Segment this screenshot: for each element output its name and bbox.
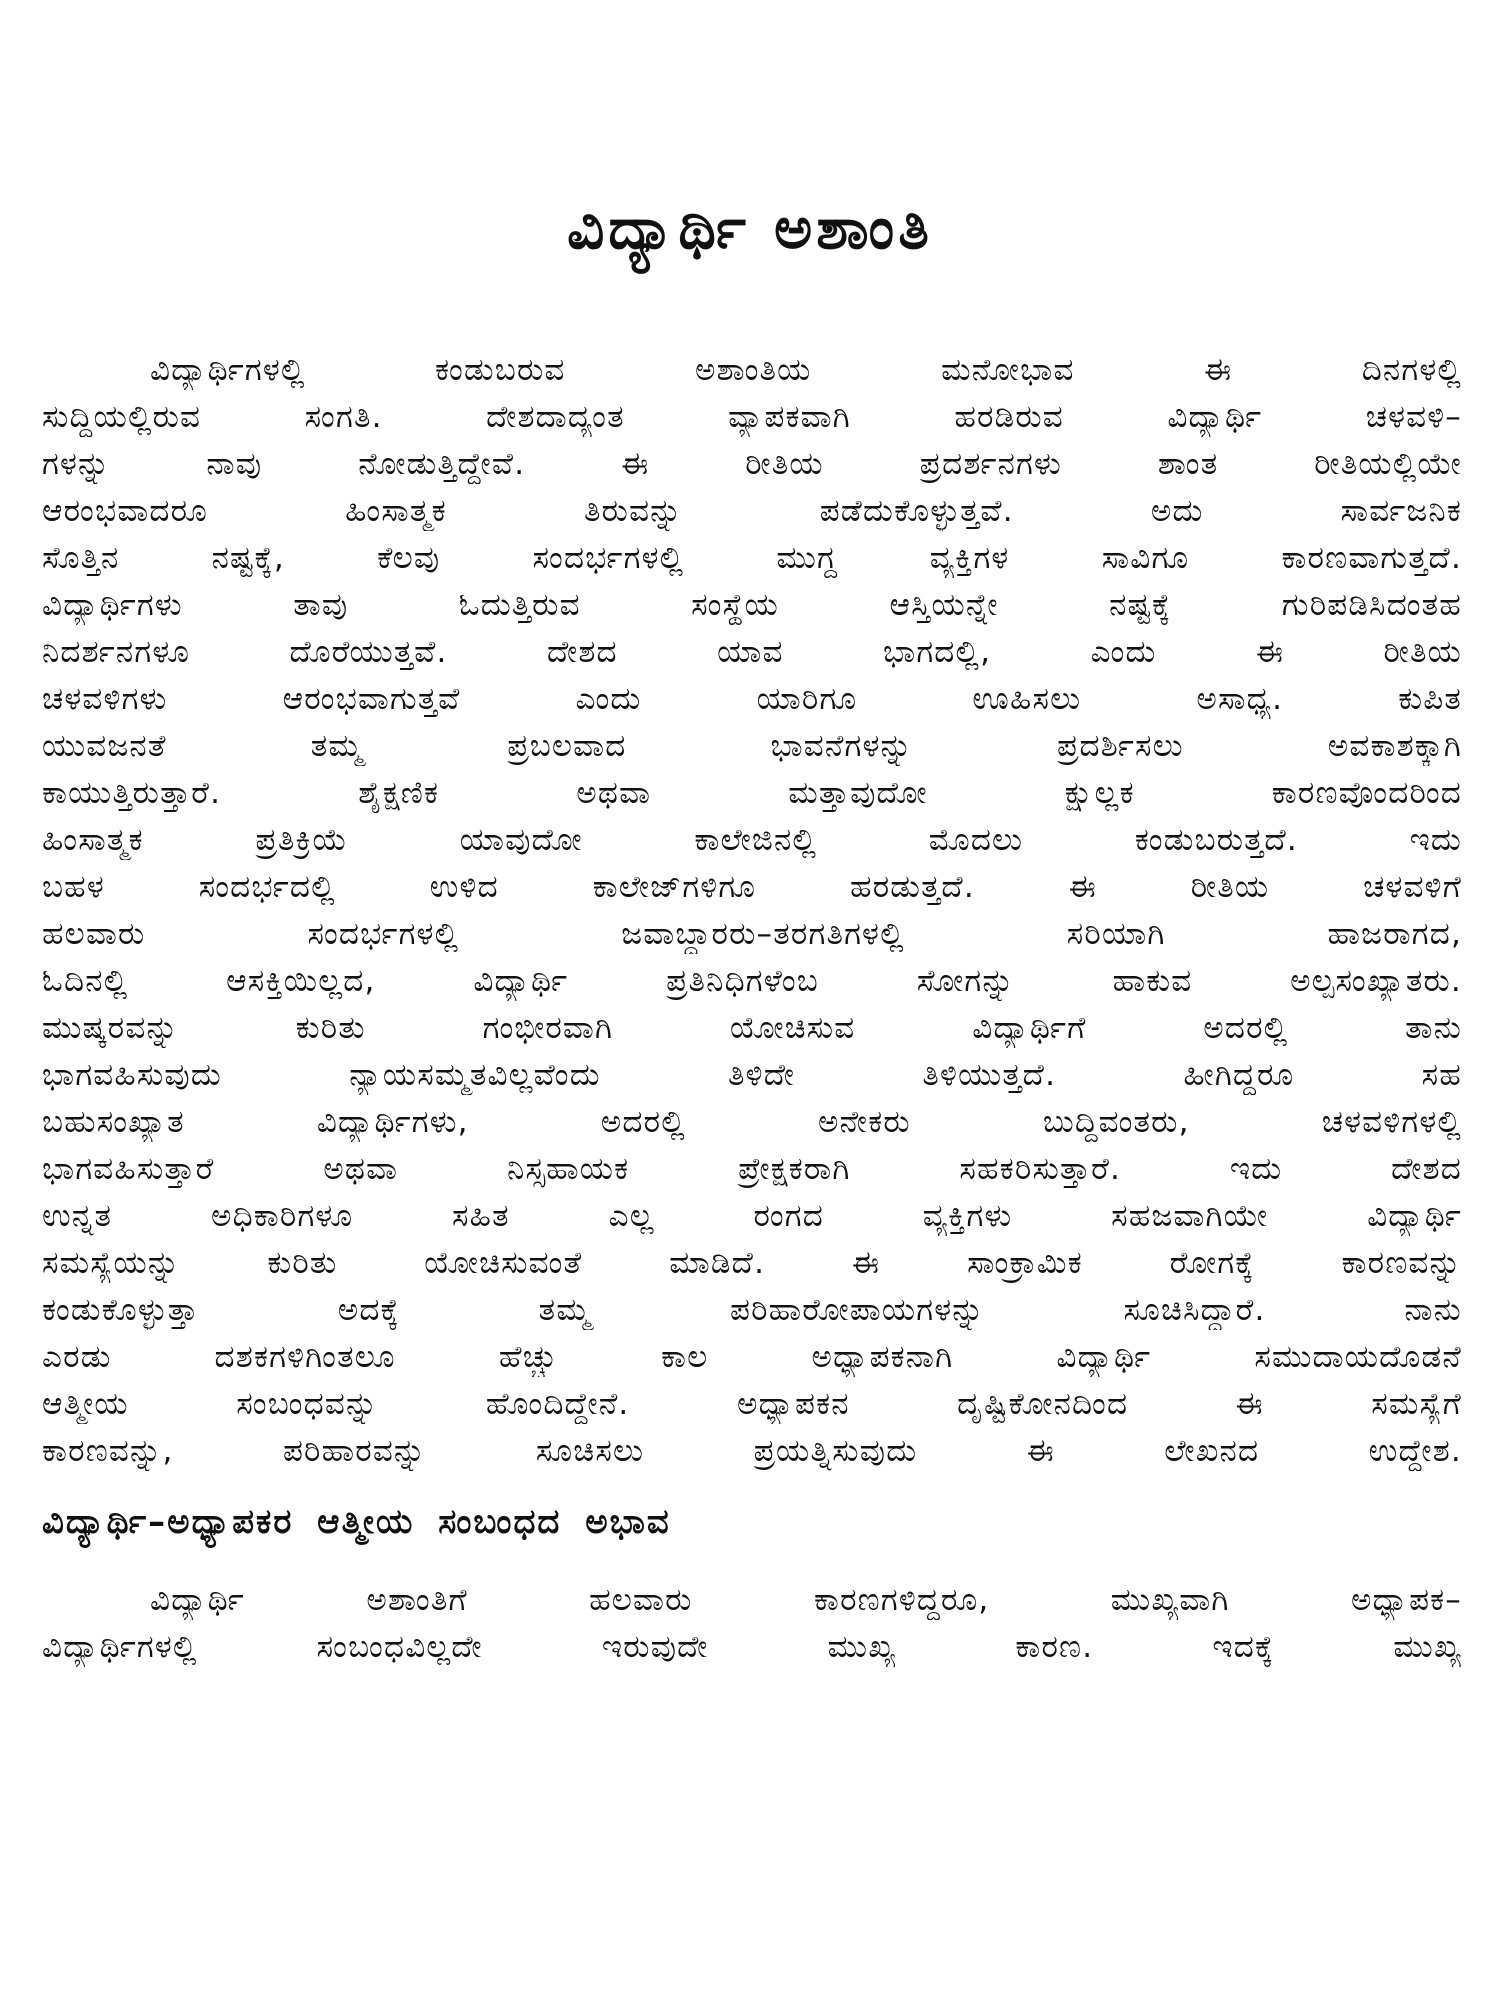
text-line: ವಿದ್ಯಾರ್ಥಿಗಳಲ್ಲಿ ಸಂಬಂಧವಿಲ್ಲದೇ ಇರುವುದೇ ಮುಖ್ಯ ಕಾರಣ. ಇದಕ್ಕೆ ಮುಖ್ಯ bbox=[42, 1629, 1462, 1665]
text-line: ಸೊತ್ತಿನ ನಷ್ಟಕ್ಕೆ, ಕೆಲವು ಸಂದರ್ಭಗಳಲ್ಲಿ ಮುಗ್ಧ ವ್ಯಕ್ತಿಗಳ ಸಾವಿಗೂ ಕಾರಣವಾಗುತ್ತದೆ. bbox=[42, 540, 1462, 576]
text-line: ಬಹುಸಂಖ್ಯಾತ ವಿದ್ಯಾರ್ಥಿಗಳು, ಅದರಲ್ಲಿ ಅನೇಕರು ಬುದ್ಧಿವಂತರು, ಚಳವಳಿಗಳಲ್ಲಿ bbox=[42, 1104, 1462, 1140]
text-line: ಭಾಗವಹಿಸುತ್ತಾರೆ ಅಥವಾ ನಿಸ್ಸಹಾಯಕ ಪ್ರೇಕ್ಷಕರಾಗಿ ಸಹಕರಿಸುತ್ತಾರೆ. ಇದು ದೇಶದ bbox=[42, 1151, 1462, 1187]
text-line: ಆತ್ಮೀಯ ಸಂಬಂಧವನ್ನು ಹೊಂದಿದ್ದೇನೆ. ಅಧ್ಯಾಪಕನ ದೃಷ್ಟಿಕೋನದಿಂದ ಈ ಸಮಸ್ಯೆಗೆ bbox=[42, 1386, 1462, 1422]
page-title: ವಿದ್ಯಾರ್ಥಿ ಅಶಾಂತಿ bbox=[567, 194, 933, 262]
text-line: ಹಿಂಸಾತ್ಮಕ ಪ್ರತಿಕ್ರಿಯೆ ಯಾವುದೋ ಕಾಲೇಜಿನಲ್ಲಿ ಮೊದಲು ಕಂಡುಬರುತ್ತದೆ. ಇದು bbox=[42, 822, 1462, 858]
text-line: ಗಳನ್ನು ನಾವು ನೋಡುತ್ತಿದ್ದೇವೆ. ಈ ರೀತಿಯ ಪ್ರದರ್ಶನಗಳು ಶಾಂತ ರೀತಿಯಲ್ಲಿಯೇ bbox=[42, 446, 1462, 482]
text-line: ಉನ್ನತ ಅಧಿಕಾರಿಗಳೂ ಸಹಿತ ಎಲ್ಲ ರಂಗದ ವ್ಯಕ್ತಿಗಳು ಸಹಜವಾಗಿಯೇ ವಿದ್ಯಾರ್ಥಿ bbox=[42, 1198, 1462, 1234]
text-line: ಓದಿನಲ್ಲಿ ಆಸಕ್ತಿಯಿಲ್ಲದ, ವಿದ್ಯಾರ್ಥಿ ಪ್ರತಿನಿಧಿಗಳೆಂಬ ಸೋಗನ್ನು ಹಾಕುವ ಅಲ್ಪಸಂಖ್ಯಾತರು. bbox=[42, 963, 1462, 999]
text-line: ವಿದ್ಯಾರ್ಥಿಗಳಲ್ಲಿ ಕಂಡುಬರುವ ಅಶಾಂತಿಯ ಮನೋಭಾವ ಈ ದಿನಗಳಲ್ಲಿ bbox=[150, 352, 1462, 388]
text-line: ವಿದ್ಯಾರ್ಥಿಗಳು ತಾವು ಓದುತ್ತಿರುವ ಸಂಸ್ಥೆಯ ಆಸ್ತಿಯನ್ನೇ ನಷ್ಟಕ್ಕೆ ಗುರಿಪಡಿಸಿದಂತಹ bbox=[42, 587, 1462, 623]
text-line: ಆರಂಭವಾದರೂ ಹಿಂಸಾತ್ಮಕ ತಿರುವನ್ನು ಪಡೆದುಕೊಳ್ಳುತ್ತವೆ. ಅದು ಸಾರ್ವಜನಿಕ bbox=[42, 493, 1462, 529]
section-heading: ವಿದ್ಯಾರ್ಥಿ–ಅಧ್ಯಾಪಕರ ಆತ್ಮೀಯ ಸಂಬಂಧದ ಅಭಾವ bbox=[42, 1502, 671, 1542]
text-line: ಮುಷ್ಕರವನ್ನು ಕುರಿತು ಗಂಭೀರವಾಗಿ ಯೋಚಿಸುವ ವಿದ್ಯಾರ್ಥಿಗೆ ಅದರಲ್ಲಿ ತಾನು bbox=[42, 1010, 1462, 1046]
text-line: ಭಾಗವಹಿಸುವುದು ನ್ಯಾಯಸಮ್ಮತವಿಲ್ಲವೆಂದು ತಿಳಿದೇ ತಿಳಿಯುತ್ತದೆ. ಹೀಗಿದ್ದರೂ ಸಹ bbox=[42, 1057, 1462, 1093]
text-line: ಎರಡು ದಶಕಗಳಿಗಿಂತಲೂ ಹೆಚ್ಚು ಕಾಲ ಅಧ್ಯಾಪಕನಾಗಿ ವಿದ್ಯಾರ್ಥಿ ಸಮುದಾಯದೊಡನೆ bbox=[42, 1339, 1462, 1375]
text-line: ಕಾಯುತ್ತಿರುತ್ತಾರೆ. ಶೈಕ್ಷಣಿಕ ಅಥವಾ ಮತ್ತಾವುದೋ ಕ್ಷುಲ್ಲಕ ಕಾರಣವೊಂದರಿಂದ bbox=[42, 775, 1462, 811]
text-line: ಸಮಸ್ಯೆಯನ್ನು ಕುರಿತು ಯೋಚಿಸುವಂತೆ ಮಾಡಿದೆ. ಈ ಸಾಂಕ್ರಾಮಿಕ ರೋಗಕ್ಕೆ ಕಾರಣವನ್ನು bbox=[42, 1245, 1462, 1281]
text-line: ಬಹಳ ಸಂದರ್ಭದಲ್ಲಿ ಉಳಿದ ಕಾಲೇಜ್‌ಗಳಿಗೂ ಹರಡುತ್ತದೆ. ಈ ರೀತಿಯ ಚಳವಳಿಗೆ bbox=[42, 869, 1462, 905]
text-line: ಯುವಜನತೆ ತಮ್ಮ ಪ್ರಬಲವಾದ ಭಾವನೆಗಳನ್ನು ಪ್ರದರ್ಶಿಸಲು ಅವಕಾಶಕ್ಕಾಗಿ bbox=[42, 728, 1462, 764]
text-line: ಸುದ್ದಿಯಲ್ಲಿರುವ ಸಂಗತಿ. ದೇಶದಾದ್ಯಂತ ವ್ಯಾಪಕವಾಗಿ ಹರಡಿರುವ ವಿದ್ಯಾರ್ಥಿ ಚಳವಳಿ– bbox=[42, 399, 1462, 435]
text-line: ನಿದರ್ಶನಗಳೂ ದೊರೆಯುತ್ತವೆ. ದೇಶದ ಯಾವ ಭಾಗದಲ್ಲಿ, ಎಂದು ಈ ರೀತಿಯ bbox=[42, 634, 1462, 670]
text-line: ವಿದ್ಯಾರ್ಥಿ ಅಶಾಂತಿಗೆ ಹಲವಾರು ಕಾರಣಗಳಿದ್ದರೂ, ಮುಖ್ಯವಾಗಿ ಅಧ್ಯಾಪಕ– bbox=[150, 1582, 1462, 1618]
text-line: ಹಲವಾರು ಸಂದರ್ಭಗಳಲ್ಲಿ ಜವಾಬ್ದಾರರು–ತರಗತಿಗಳಲ್ಲಿ ಸರಿಯಾಗಿ ಹಾಜರಾಗದ, bbox=[42, 916, 1462, 952]
text-line: ಕಂಡುಕೊಳ್ಳುತ್ತಾ ಅದಕ್ಕೆ ತಮ್ಮ ಪರಿಹಾರೋಪಾಯಗಳನ್ನು ಸೂಚಿಸಿದ್ದಾರೆ. ನಾನು bbox=[42, 1292, 1462, 1328]
text-line: ಚಳವಳಿಗಳು ಆರಂಭವಾಗುತ್ತವೆ ಎಂದು ಯಾರಿಗೂ ಊಹಿಸಲು ಅಸಾಧ್ಯ. ಕುಪಿತ bbox=[42, 681, 1462, 717]
text-line: ಕಾರಣವನ್ನು, ಪರಿಹಾರವನ್ನು ಸೂಚಿಸಲು ಪ್ರಯತ್ನಿಸುವುದು ಈ ಲೇಖನದ ಉದ್ದೇಶ. bbox=[42, 1433, 1462, 1469]
